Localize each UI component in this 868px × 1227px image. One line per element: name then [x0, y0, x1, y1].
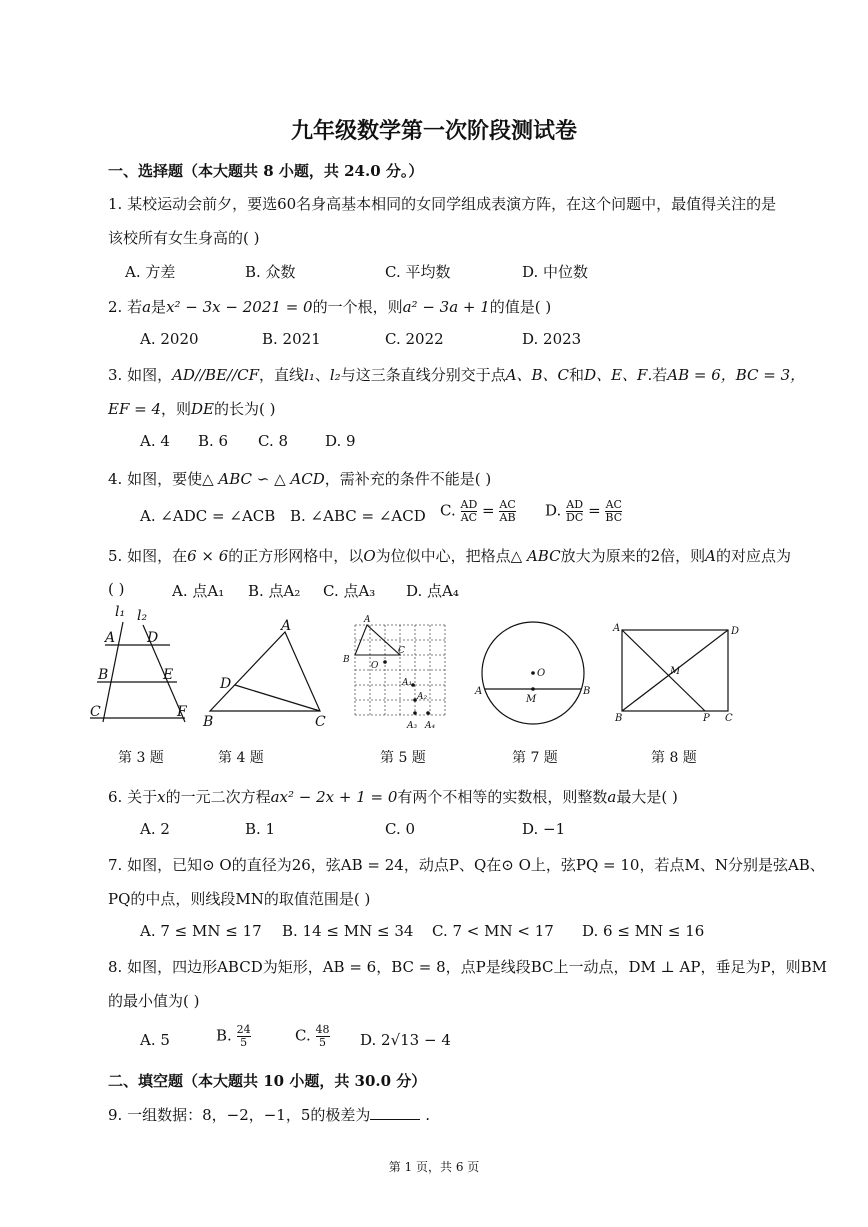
q3-option-a: A. 4 — [140, 432, 170, 450]
q8-option-a: A. 5 — [140, 1031, 170, 1049]
fig5-label-a: A — [364, 615, 371, 625]
section-fill-heading: 二、填空题（本大题共 10 小题，共 30.0 分） — [108, 1072, 427, 1090]
q7-option-b: B. 14 ≤ MN ≤ 34 — [282, 922, 414, 940]
q1-option-a: A. 方差 — [125, 263, 176, 281]
q1-option-b: B. 众数 — [245, 263, 296, 281]
q2-line1: 2. 若a是x² − 3x − 2021 = 0的一个根，则a² − 3a + 1的值是( ) — [108, 298, 552, 316]
q5-option-b: B. 点A₂ — [248, 582, 301, 600]
caption-fig5: 第 5 题 — [380, 750, 426, 766]
q8-option-c: C. $\frac{48}{5}$ — [295, 1023, 330, 1049]
q8-option-d: D. 2√13 − 4 — [360, 1031, 451, 1049]
figures-row — [85, 600, 785, 740]
q7-option-c: C. 7 < MN < 17 — [432, 922, 554, 940]
q5-line1: 5. 如图，在6 × 6的正方形网格中，以O为位似中心，把格点△ ABC放大为原来的2倍，则A的对应点为 — [108, 547, 791, 565]
q6-option-c: C. 0 — [385, 820, 416, 838]
q9-line: 9. 一组数据：8，−2，−1，5的极差为 . — [108, 1106, 430, 1124]
q7-option-d: D. 6 ≤ MN ≤ 16 — [582, 922, 705, 940]
fig5-label-b: B — [343, 655, 350, 665]
q5-line2: ( ) — [108, 580, 125, 598]
q5-option-d: D. 点A₄ — [406, 582, 459, 600]
q5-option-c: C. 点A₃ — [323, 582, 376, 600]
fig7-label-a: A — [475, 686, 483, 697]
fig5-label-c: C — [398, 646, 405, 656]
fig8-label-c: C — [725, 713, 733, 724]
q6-line1: 6. 关于x的一元二次方程ax² − 2x + 1 = 0有两个不相等的实数根，则整数a最大是( ) — [108, 788, 678, 806]
caption-fig4: 第 4 题 — [218, 750, 264, 766]
fig8-label-a: A — [613, 623, 621, 634]
fig8-label-p: P — [703, 713, 710, 724]
fig4-label-c: C — [315, 714, 326, 730]
q1-option-c: C. 平均数 — [385, 263, 451, 281]
q2-option-a: A. 2020 — [140, 330, 199, 348]
caption-fig3: 第 3 题 — [118, 750, 164, 766]
q3-option-c: C. 8 — [258, 432, 289, 450]
page-title: 九年级数学第一次阶段测试卷 — [290, 118, 577, 144]
fig8-label-m: M — [670, 666, 681, 677]
caption-fig7: 第 7 题 — [512, 750, 558, 766]
fig5-label-a3: A₃ — [407, 721, 418, 731]
fig5-label-a2: A₂ — [417, 692, 428, 702]
q3-line1: 3. 如图，AD//BE//CF，直线l₁、l₂与这三条直线分别交于点A、B、C和D、E、F.若AB = 6，BC = 3， — [108, 366, 806, 384]
figure-4 — [210, 632, 320, 711]
q1-line2: 该校所有女生身高的( ) — [108, 229, 260, 247]
fig3-label-b: B — [98, 667, 109, 683]
q3-option-d: D. 9 — [325, 432, 356, 450]
q4-option-b: B. ∠ABC = ∠ACD — [290, 507, 426, 525]
q4-option-c: C. $\frac{AD}{AC}$ = $\frac{AC}{AB}$ — [440, 498, 516, 524]
fig5-label-a1: A₁ — [402, 678, 413, 688]
figure-5-grid — [355, 625, 445, 715]
q8-line2: 的最小值为( ) — [108, 992, 200, 1010]
figure-5-triangle — [355, 625, 400, 655]
q8-line1: 8. 如图，四边形ABCD为矩形，AB = 6，BC = 8，点P是线段BC上一动点，DM ⊥ AP，垂足为P，则BM — [108, 958, 827, 976]
q6-option-b: B. 1 — [245, 820, 276, 838]
fig4-label-a: A — [281, 618, 292, 634]
q7-line1: 7. 如图，已知⊙ O的直径为26，弦AB = 24，动点P、Q在⊙ O上，弦PQ = 10，若点M、N分别是弦AB、 — [108, 856, 825, 874]
q7-line2: PQ的中点，则线段MN的取值范围是( ) — [108, 890, 371, 908]
fig3-label-f: F — [177, 704, 187, 720]
fig4-label-d: D — [220, 676, 232, 692]
fig8-label-b: B — [615, 713, 623, 724]
section-choice-heading: 一、选择题（本大题共 8 小题，共 24.0 分。） — [108, 162, 424, 180]
q4-line1: 4. 如图，要使△ ABC ∽ △ ACD，需补充的条件不能是( ) — [108, 470, 492, 488]
fig3-label-e: E — [163, 667, 174, 683]
q6-option-a: A. 2 — [140, 820, 170, 838]
q6-option-d: D. −1 — [522, 820, 566, 838]
fig7-label-o: O — [537, 668, 546, 679]
q8-option-b: B. $\frac{24}{5}$ — [216, 1023, 251, 1049]
q4-option-d: D. $\frac{AD}{DC}$ = $\frac{AC}{BC}$ — [545, 498, 623, 524]
q2-option-d: D. 2023 — [522, 330, 582, 348]
q1-line1: 1. 某校运动会前夕，要选60名身高基本相同的女同学组成表演方阵，在这个问题中，最值得关注的是 — [108, 195, 777, 213]
fig5-label-o: O — [371, 661, 379, 671]
fig5-label-a4: A₄ — [425, 721, 436, 731]
q9-answer-blank — [370, 1105, 420, 1120]
q2-option-c: C. 2022 — [385, 330, 444, 348]
fig7-label-m: M — [526, 694, 537, 705]
fig4-label-b: B — [203, 714, 214, 730]
fig7-label-b: B — [583, 686, 591, 697]
fig8-label-d: D — [731, 626, 740, 637]
fig3-label-c: C — [90, 704, 101, 720]
fig3-label-l2: l₂ — [137, 608, 148, 624]
q4-option-a: A. ∠ADC = ∠ACB — [140, 507, 276, 525]
page-footer: 第 1 页，共 6 页 — [388, 1160, 480, 1174]
q2-option-b: B. 2021 — [262, 330, 321, 348]
fig3-label-d: D — [147, 630, 159, 646]
q5-option-a: A. 点A₁ — [172, 582, 225, 600]
q3-option-b: B. 6 — [198, 432, 229, 450]
fig3-label-a: A — [105, 630, 116, 646]
q3-line2: EF = 4，则DE的长为( ) — [108, 400, 276, 418]
q1-option-d: D. 中位数 — [522, 263, 589, 281]
q7-option-a: A. 7 ≤ MN ≤ 17 — [140, 922, 262, 940]
caption-fig8: 第 8 题 — [651, 750, 697, 766]
fig3-label-l1: l₁ — [115, 604, 126, 620]
